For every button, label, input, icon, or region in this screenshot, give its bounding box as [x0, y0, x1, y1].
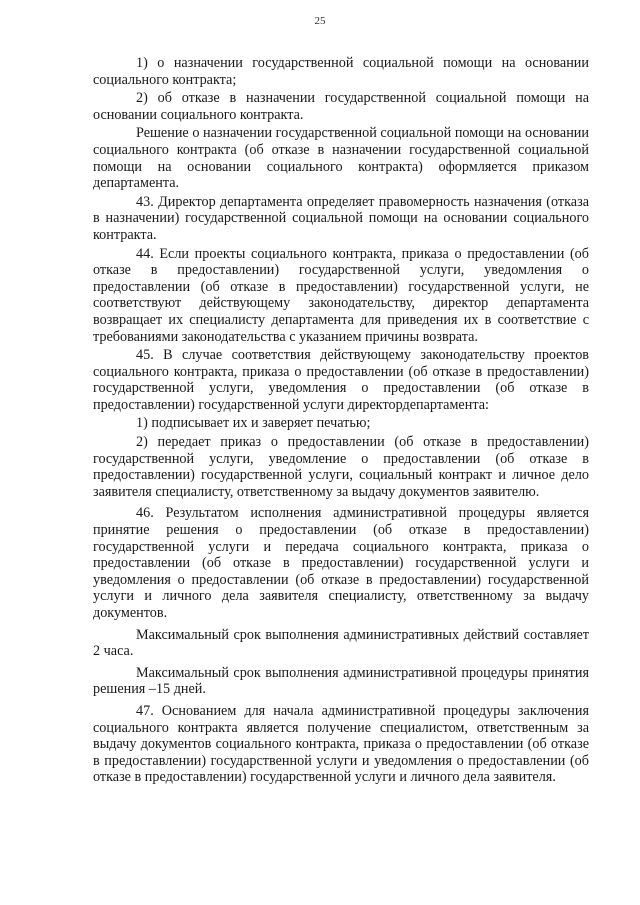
paragraph-option-1: 1) о назначении государственной социальной помощи на основании социального контракта;	[93, 55, 589, 88]
paragraph-option-2: 2) об отказе в назначении государственной социальной помощи на основании социального контракта.	[93, 90, 589, 123]
paragraph-45-item-2: 2) передает приказ о предоставлении (об отказе в предоставлении) государственной услуги, уведомление о предоставлении (об отказе в предоставлении) государственной услуги, социальный контракт и личное дело заявителя специалисту, ответственному за выдачу документов заявителю.	[93, 434, 589, 500]
paragraph-43: 43. Директор департамента определяет правомерность назначения (отказа в назначении) государственной социальной помощи на основании социального контракта.	[93, 193, 589, 243]
paragraph-decision: Решение о назначении государственной социальной помощи на основании социального контракта (об отказе в назначении государственной социальной помощи на основании социального контракта) оформляется приказом департамента.	[93, 125, 589, 192]
document-body	[93, 55, 589, 788]
paragraph-47: 47. Основанием для начала административной процедуры заключения социального контракта является получение специалистом, ответственным за выдачу документов социального контракта, приказа о предоставлении (об отказе в предоставлении) государственной услуги и уведомления о предоставлении (об отказе в предоставлении) государственной услуги и личного дела заявителя.	[93, 702, 589, 786]
page-number: 25	[314, 15, 326, 27]
paragraph-45-item-1: 1) подписывает их и заверяет печатью;	[136, 415, 371, 432]
paragraph-45: 45. В случае соответствия действующему законодательству проектов социального контракта, приказа о предоставлении (об отказе в предоставлении) государственной услуги, уведомления о предоставлении (об отказе в предоставлении) государственной услуги директордепартамента:	[93, 347, 589, 413]
paragraph-44: 44. Если проекты социального контракта, приказа о предоставлении (об отказе в предоставлении) государственной услуги, уведомления о предоставлении (об отказе в предоставлении) государственной услуги, не соответствуют действующему законодательству, директор департамента возвращает их специалисту департамента для приведения их в соответствие с требованиями законодательства с указанием причины возврата.	[93, 245, 589, 345]
paragraph-max-time-actions: Максимальный срок выполнения административных действий составляет 2 часа.	[93, 626, 589, 660]
paragraph-max-time-procedure: Максимальный срок выполнения административной процедуры принятия решения –15 дней.	[93, 664, 589, 698]
paragraph-46: 46. Результатом исполнения административной процедуры является принятие решения о предоставлении (об отказе в предоставлении) государственной услуги и передача социального контракта, приказа о предоставлении (об отказе в предоставлении) государственной услуги и уведомления о предоставлении (об отказе в предоставлении) государственной услуги и личного дела заявителя специалисту, ответственному за выдачу документов.	[93, 505, 589, 621]
